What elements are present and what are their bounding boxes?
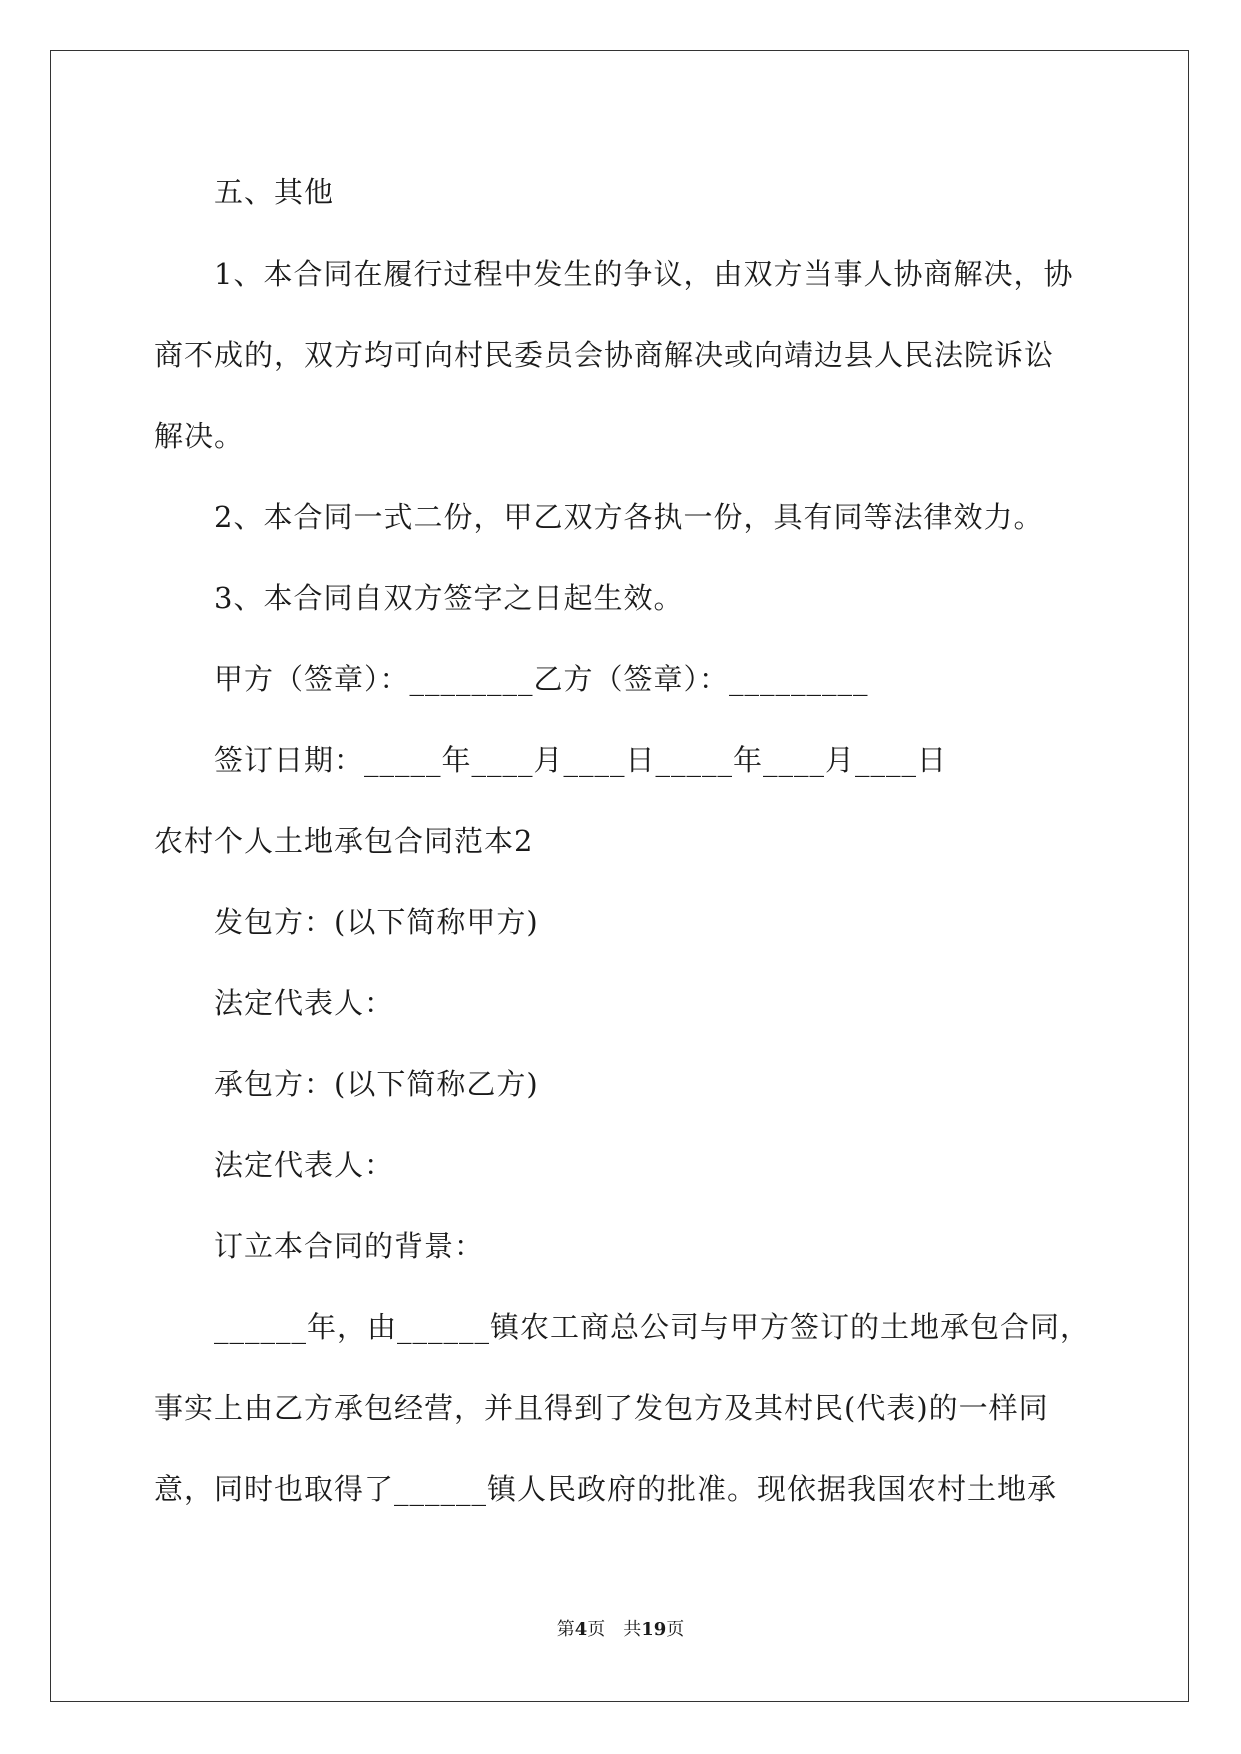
party-b-line: 承包方：(以下简称乙方)	[214, 1067, 539, 1101]
page-border	[50, 50, 1189, 1702]
footer-suffix: 页	[666, 1619, 685, 1640]
paragraph-line: ______年，由______镇农工商总公司与甲方签订的土地承包合同，	[214, 1310, 1091, 1344]
footer-middle: 页 共	[587, 1619, 642, 1640]
paragraph-line: 2、本合同一式二份，甲乙双方各执一份，具有同等法律效力。	[214, 500, 1044, 534]
paragraph-line: 解决。	[154, 419, 245, 453]
legal-rep-line: 法定代表人：	[214, 1148, 395, 1182]
background-heading: 订立本合同的背景：	[214, 1229, 485, 1263]
paragraph-line: 1、本合同在履行过程中发生的争议，由双方当事人协商解决，协	[214, 257, 1074, 291]
party-a-line: 发包方：(以下简称甲方)	[214, 905, 539, 939]
current-page-number: 4	[574, 1619, 588, 1640]
section-heading: 五、其他	[214, 175, 335, 209]
page-number-footer	[0, 1618, 1241, 1642]
paragraph-line: 事实上由乙方承包经营，并且得到了发包方及其村民(代表)的一样同	[154, 1391, 1049, 1425]
document-title: 农村个人土地承包合同范本2	[154, 824, 534, 858]
signing-date-line: 签订日期：_____年____月____日_____年____月____日	[214, 743, 948, 777]
total-page-number: 19	[641, 1619, 667, 1640]
paragraph-line: 意，同时也取得了______镇人民政府的批准。现依据我国农村土地承	[154, 1472, 1058, 1506]
footer-prefix: 第	[556, 1619, 575, 1640]
legal-rep-line: 法定代表人：	[214, 986, 395, 1020]
paragraph-line: 商不成的，双方均可向村民委员会协商解决或向靖边县人民法院诉讼	[154, 338, 1055, 372]
signature-line: 甲方（签章）：________乙方（签章）：_________	[214, 662, 869, 696]
paragraph-line: 3、本合同自双方签字之日起生效。	[214, 581, 684, 615]
